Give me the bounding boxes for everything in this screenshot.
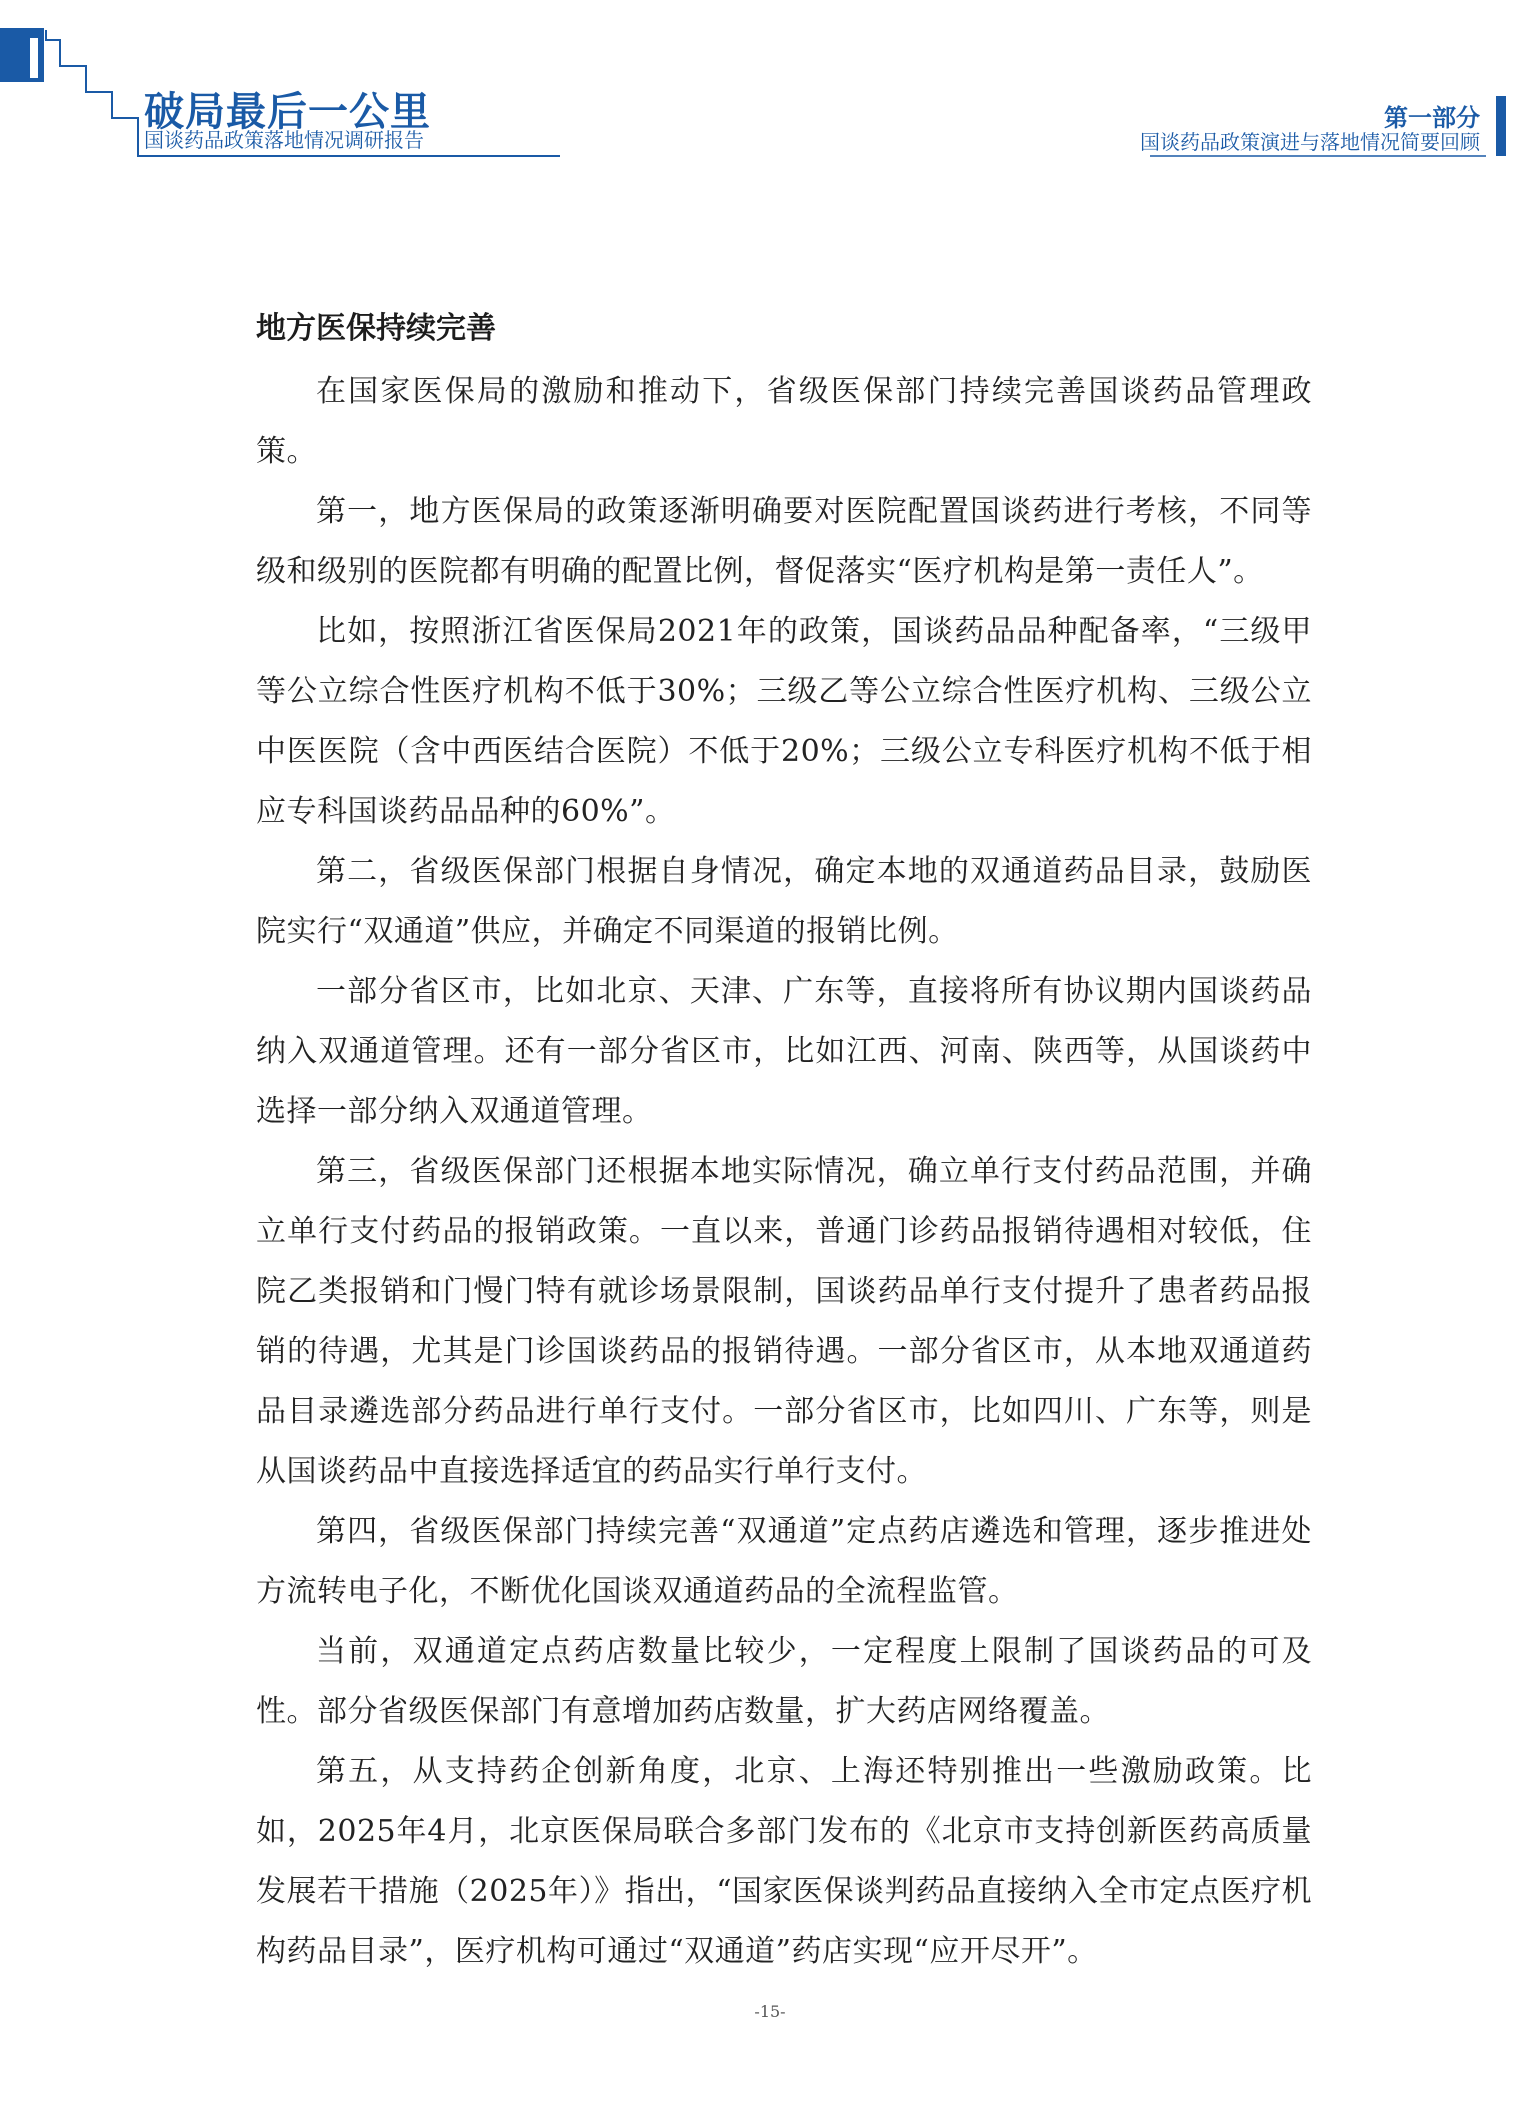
main-content bbox=[256, 300, 1312, 1982]
section-heading: 地方医保持续完善 bbox=[256, 311, 496, 346]
paragraph: 第二，省级医保部门根据自身情况，确定本地的双通道药品目录，鼓励医院实行“双通道”供应，并确定不同渠道的报销比例。 bbox=[256, 854, 1312, 949]
paragraph: 在国家医保局的激励和推动下，省级医保部门持续完善国谈药品管理政策。 bbox=[256, 374, 1312, 469]
paragraph: 第四，省级医保部门持续完善“双通道”定点药店遴选和管理，逐步推进处方流转电子化，不断优化国谈双通道药品的全流程监管。 bbox=[256, 1514, 1312, 1609]
paragraph: 第一，地方医保局的政策逐渐明确要对医院配置国谈药进行考核，不同等级和级别的医院都有明确的配置比例，督促落实“医疗机构是第一责任人”。 bbox=[256, 494, 1312, 589]
paragraph: 一部分省区市，比如北京、天津、广东等，直接将所有协议期内国谈药品纳入双通道管理。还有一部分省区市，比如江西、河南、陕西等，从国谈药中选择一部分纳入双通道管理。 bbox=[256, 974, 1312, 1129]
report-title: 破局最后一公里 bbox=[144, 89, 431, 135]
part-label: 第一部分 bbox=[1384, 104, 1480, 132]
paragraph: 第五，从支持药企创新角度，北京、上海还特别推出一些激励政策。比如，2025年4月，北京医保局联合多部门发布的《北京市支持创新医药高质量发展若干措施（2025年）》指出，“国家医保谈判药品直接纳入全市定点医疗机构药品目录”，医疗机构可通过“双通道”药店实现“应开尽开”。 bbox=[256, 1754, 1312, 1969]
paragraph: 比如，按照浙江省医保局2021年的政策，国谈药品品种配备率，“三级甲等公立综合性医疗机构不低于30%；三级乙等公立综合性医疗机构、三级公立中医医院（含中西医结合医院）不低于20%；三级公立专科医疗机构不低于相应专科国谈药品品种的60%”。 bbox=[256, 614, 1312, 829]
corner-notch bbox=[30, 38, 38, 78]
paragraph: 当前，双通道定点药店数量比较少，一定程度上限制了国谈药品的可及性。部分省级医保部门有意增加药店数量，扩大药店网络覆盖。 bbox=[256, 1634, 1312, 1729]
paragraph: 第三，省级医保部门还根据本地实际情况，确立单行支付药品范围，并确立单行支付药品的报销政策。一直以来，普通门诊药品报销待遇相对较低，住院乙类报销和门慢门特有就诊场景限制，国谈药品单行支付提升了患者药品报销的待遇，尤其是门诊国谈药品的报销待遇。一部分省区市，从本地双通道药品目录遴选部分药品进行单行支付。一部分省区市，比如四川、广东等，则是从国谈药品中直接选择适宜的药品实行单行支付。 bbox=[256, 1154, 1312, 1489]
page-number: -15- bbox=[754, 2002, 786, 2021]
report-subtitle: 国谈药品政策落地情况调研报告 bbox=[144, 128, 424, 152]
header-accent-bar bbox=[1496, 96, 1506, 156]
part-subtitle: 国谈药品政策演进与落地情况简要回顾 bbox=[1140, 130, 1480, 154]
